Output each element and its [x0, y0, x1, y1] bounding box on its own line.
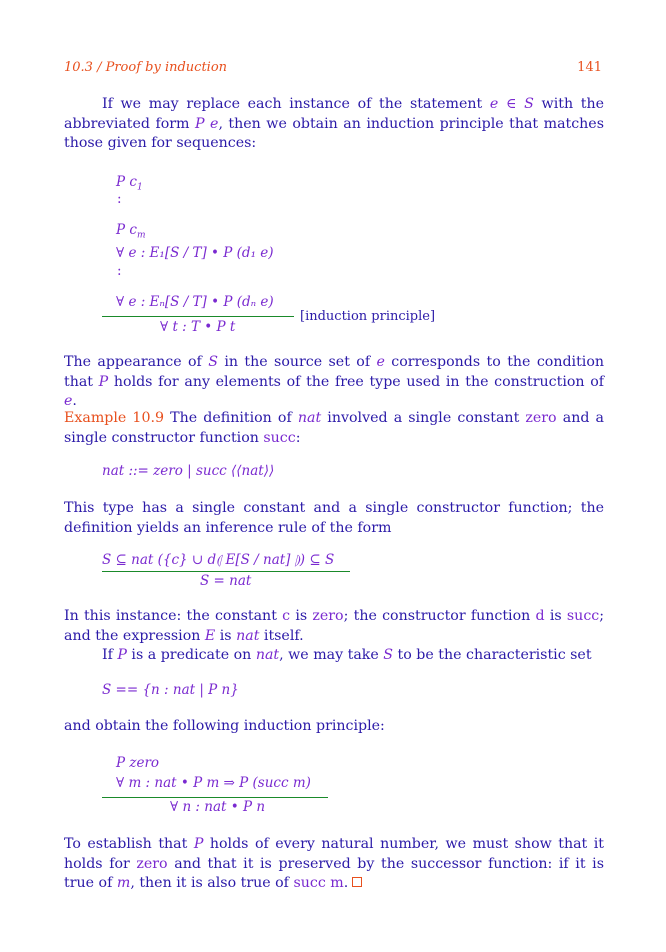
paragraph-establish: To establish that P holds of every natural number, we must show that it holds for zero and that it is preserved by the successor function: if it is true of m, then it is also true of succ m. [64, 836, 604, 891]
inference-bar-2 [102, 571, 350, 572]
premise-e1: ∀ e : E₁[S / T] • P (d₁ e) [116, 245, 274, 261]
inference-bar-1 [102, 316, 294, 317]
premise-1: P $c_1$ [116, 174, 143, 193]
paragraph-obtain: and obtain the following induction principle: [64, 718, 385, 734]
paragraph-appearance: The appearance of S in the source set of e corresponds to the condition that P holds for any elements of the free type used in the construction of e. [64, 354, 604, 409]
s-definition: S == {n : nat | P n} [102, 682, 239, 698]
example-label: Example 10.9 [64, 410, 165, 426]
vertical-dots-1: : [117, 191, 122, 207]
premise-sets: S ⊆ nat ({c} ∪ d⦇ E[S / nat] ⦈) ⊆ S [102, 552, 335, 568]
vertical-dots-2: : [117, 263, 122, 279]
end-of-proof-icon [352, 877, 362, 887]
inference-bar-3 [102, 797, 328, 798]
conclusion-1: ∀ t : T • P t [160, 319, 236, 335]
paragraph-instance: In this instance: the constant c is zero; the constructor function d is succ; and the expression E is nat itself. [64, 608, 604, 644]
conclusion-3: ∀ n : nat • P n [170, 799, 266, 815]
example-paragraph: Example 10.9 The definition of nat involved a single constant zero and a single constructor function succ: [64, 410, 604, 446]
premise-zero: P zero [116, 755, 160, 771]
premise-m: P $c_m$ [116, 222, 146, 241]
paragraph-type: This type has a single constant and a single constructor function; the definition yields an inference rule of the form [64, 500, 604, 536]
premise-en: ∀ e : Eₙ[S / T] • P (dₙ e) [116, 294, 274, 310]
premise-succ: ∀ m : nat • P m ⇒ P (succ m) [116, 775, 311, 791]
section-title: 10.3 / Proof by induction [64, 60, 228, 75]
page-number: 141 [577, 60, 602, 75]
running-head [64, 60, 602, 75]
rule-label: [induction principle] [300, 309, 436, 324]
conclusion-2: S = nat [200, 573, 252, 589]
nat-definition: nat ::= zero | succ ⟨⟨nat⟩⟩ [102, 463, 275, 479]
paragraph-intro: If we may replace each instance of the statement e ∈ S with the abbreviated form P e, then we obtain an induction principle that matches those given for sequences: [64, 96, 605, 151]
paragraph-predicate: If P is a predicate on nat, we may take S to be the characteristic set [102, 647, 592, 663]
